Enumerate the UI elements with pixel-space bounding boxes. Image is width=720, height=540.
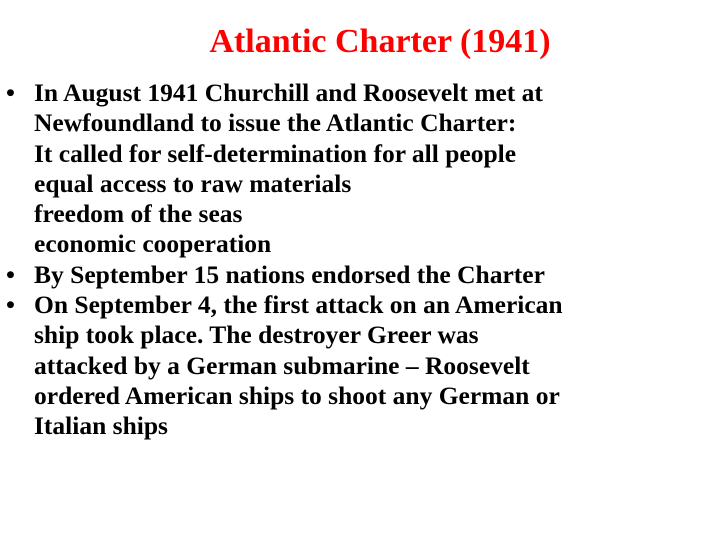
bullet-3-line-3: attacked by a German submarine – Roosevelt — [34, 350, 530, 380]
bullet-icon: • — [6, 290, 15, 320]
bullet-1-line-6: economic cooperation — [34, 229, 272, 259]
bullet-item-2 — [0, 260, 720, 290]
bullet-2-line-1: By September 15 nations endorsed the Charter — [34, 259, 545, 289]
bullet-item-3 — [0, 290, 720, 441]
bullet-3-line-5: Italian ships — [34, 411, 168, 441]
bullet-3-line-4: ordered American ships to shoot any German or — [34, 380, 560, 410]
bullet-icon: • — [6, 259, 15, 289]
bullet-3-line-1: On September 4, the first attack on an American — [34, 290, 563, 320]
bullet-1-line-1: In August 1941 Churchill and Roosevelt met at — [34, 78, 543, 107]
bullet-1-line-5: freedom of the seas — [34, 199, 243, 229]
bullet-3-line-2: ship took place. The destroyer Greer was — [34, 320, 479, 350]
bullet-list — [0, 78, 720, 442]
slide-title: Atlantic Charter (1941) — [209, 23, 551, 60]
bullet-1-line-4: equal access to raw materials — [34, 168, 352, 198]
bullet-item-1 — [0, 78, 720, 260]
bullet-icon: • — [6, 78, 15, 107]
bullet-1-line-3: It called for self-determination for all people — [34, 138, 517, 168]
bullet-1-line-2: Newfoundland to issue the Atlantic Charter: — [34, 108, 517, 138]
